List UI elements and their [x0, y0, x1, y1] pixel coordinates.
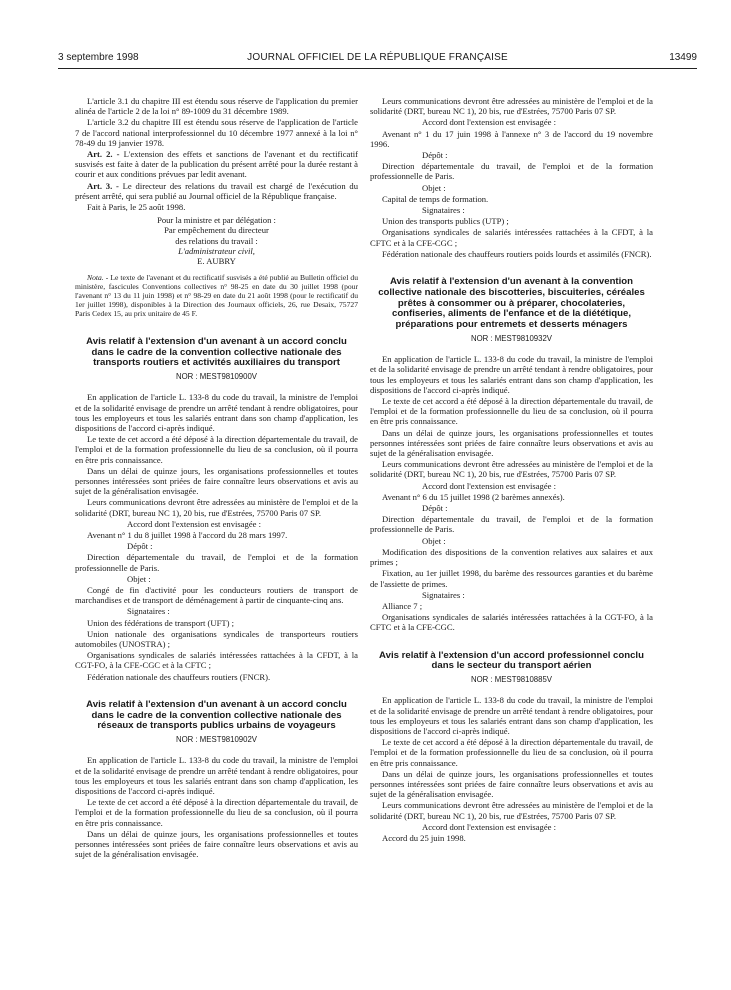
- subheading: Accord dont l'extension est envisagée :: [422, 117, 556, 128]
- signature-line: L'administrateur civil,: [178, 245, 255, 256]
- nor-reference: NOR : MESТ9810885V: [470, 675, 553, 685]
- article-2: [75, 149, 358, 180]
- signatory: Organisations syndicales de salariés intéressées rattachées à la CFDT, à la CGT-FO, à la CFE-CGC et à la CFTC ;: [75, 650, 358, 671]
- article-text: L'extension des effets et sanctions de l'avenant et du rectificatif susvisés est faite à dater de la publication du présent arrêté pour la durée restant à courir et aux conditions prévues par ledit avenant.: [75, 149, 358, 180]
- subheading: Objet :: [422, 182, 446, 193]
- paragraph: Dans un délai de quinze jours, les organisations professionnelles et toutes personnes intéressées sont priées de faire connaître leurs observations et avis au sujet de la généralisation envisagée.: [75, 465, 358, 497]
- subheading: Signataires :: [422, 589, 465, 600]
- nor-reference: NOR : MESТ9810932V: [470, 334, 553, 344]
- nota-label: Nota. -: [87, 273, 109, 283]
- paragraph: Modification des dispositions de la convention relatives aux salaires et aux primes ;: [370, 546, 653, 568]
- article-3: [75, 181, 358, 201]
- paragraph: L'article 3.1 du chapitre III est étendu sous réserve de l'application du premier alinéa de l'article 2 de la loi n° 89-1009 du 31 décembre 1989.: [75, 96, 358, 117]
- left-column: [75, 96, 358, 860]
- paragraph: L'article 3.2 du chapitre III est étendu sous réserve de l'application de l'article 7 de l'accord national interprofessionnel du 10 décembre 1977 annexé à la loi n° 78-49 du 19 janvier 1978.: [75, 117, 358, 148]
- signatory: Fédération nationale des chauffeurs routiers poids lourds et assimilés (FNCR).: [382, 248, 652, 259]
- paragraph: Avenant n° 1 du 17 juin 1998 à l'annexe n° 3 de l'accord du 19 novembre 1996.: [370, 128, 653, 149]
- signature-line: Par empêchement du directeur: [164, 225, 269, 236]
- article-label: Art. 2. -: [87, 149, 120, 160]
- header-page-number: 13499: [669, 52, 697, 63]
- subheading: Objet :: [127, 573, 151, 584]
- subheading: Dépôt :: [422, 503, 448, 514]
- signatory: Union nationale des organisations syndicales de transporteurs routiers automobiles (UNOSTRA) ;: [75, 628, 358, 650]
- paragraph: En application de l'article L. 133-8 du code du travail, la ministre de l'emploi et de la solidarité envisage de prendre un arrêté tendant à rendre obligatoires, pour tous les employeurs et tous les salariés entrant dans son champ d'application, les dispositions de l'accord ci-après indiqué.: [370, 695, 653, 736]
- subheading: Dépôt :: [422, 150, 448, 161]
- signatory: Organisations syndicales de salariés intéressées rattachées à la CGT-FO, à la CFTC et à la CFE-CGC.: [370, 612, 653, 633]
- header-journal-title: JOURNAL OFFICIEL DE LA RÉPUBLIQUE FRANÇAISE: [247, 52, 508, 63]
- notice-title: Avis relatif à l'extension d'un accord professionnel conclu dans le secteur du transport aérien: [379, 649, 644, 672]
- header-rule: [58, 68, 697, 69]
- paragraph: Direction départementale du travail, de l'emploi et de la formation professionnelle de Paris.: [370, 514, 653, 535]
- paragraph: Accord du 25 juin 1998.: [382, 832, 466, 843]
- signatory: Organisations syndicales de salariés intéressées rattachées à la CFDT, à la CFTC et à la CFE-CGC ;: [370, 227, 653, 248]
- article-text: Le directeur des relations du travail est chargé de l'exécution du présent arrêté, qui sera publié au Journal officiel de la République française.: [75, 180, 358, 201]
- paragraph: Dans un délai de quinze jours, les organisations professionnelles et toutes personnes intéressées sont priées de faire connaître leurs observations et avis au sujet de la généralisation envisagée.: [370, 427, 653, 459]
- nota-text: Le texte de l'avenant et du rectificatif susvisés a été publié au Bulletin officiel du ministère, fascicules Conventions collectives n° 98-25 en date du 30 juillet 1998 (pour l'avenant n° 13 du 11 juin 1998) et n° 98-29 en date du 21 août 1998 (pour le rectificatif du 1er juillet 1998), disponibles à la Direction des Journaux officiels, 26, rue Desaix, 75727 Paris Cedex 15, au prix unitaire de 45 F.: [75, 273, 358, 318]
- right-column: [370, 96, 653, 844]
- nota-block: [75, 274, 358, 319]
- notice-title: Avis relatif à l'extension d'un avenant à la convention collective nationale des biscotteries, biscuiteries, céréales prêtes à consommer ou à préparer, chocolateries, confiseries, aliments de l'enfance et de la diététique, préparations pour entremets et desserts ménagers: [378, 276, 645, 331]
- paragraph: Le texte de cet accord a été déposé à la direction départementale du travail, de l'emploi et de la formation professionnelle du lieu de sa conclusion, où il pourra en être pris connaissance.: [75, 797, 358, 828]
- paragraph: Fixation, au 1er juillet 1998, du barème des ressources garanties et du barème de l'assiette de primes.: [370, 568, 653, 589]
- paragraph: Leurs communications devront être adressées au ministère de l'emploi et de la solidarité (DRT, bureau NC 1), 20 bis, rue d'Estrées, 75700 Paris 07 SP.: [370, 96, 653, 117]
- fait-a-paris: Fait à Paris, le 25 août 1998.: [87, 202, 186, 213]
- paragraph: Le texte de cet accord a été déposé à la direction départementale du travail, de l'emploi et de la formation professionnelle du lieu de sa conclusion, où il pourra en être pris connaissance.: [75, 434, 358, 465]
- paragraph: Dans un délai de quinze jours, les organisations professionnelles et toutes personnes intéressées sont priées de faire connaître leurs observations et avis au sujet de la généralisation envisagée.: [370, 768, 653, 800]
- paragraph: Leurs communications devront être adressées au ministère de l'emploi et de la solidarité (DRT, bureau NC 1), 20 bis, rue d'Estrées, 75700 Paris 07 SP.: [75, 497, 358, 518]
- paragraph: Leurs communications devront être adressées au ministère de l'emploi et de la solidarité (DRT, bureau NC 1), 20 bis, rue d'Estrées, 75700 Paris 07 SP.: [370, 459, 653, 480]
- paragraph: En application de l'article L. 133-8 du code du travail, la ministre de l'emploi et de la solidarité envisage de prendre un arrêté tendant à rendre obligatoires, pour tous les employeurs et tous les salariés entrant dans son champ d'application, les dispositions de l'accord ci-après indiqué.: [75, 392, 358, 433]
- nor-reference: NOR : MESТ9810902V: [175, 735, 258, 745]
- signature-line: Pour la ministre et par délégation :: [157, 215, 276, 226]
- paragraph: En application de l'article L. 133-8 du code du travail, la ministre de l'emploi et de la solidarité envisage de prendre un arrêté tendant à rendre obligatoires, pour tous les employeurs et tous les salariés entrant dans son champ d'application, les dispositions de l'accord ci-après indiqué.: [370, 354, 653, 395]
- paragraph: Avenant n° 1 du 8 juillet 1998 à l'accord du 28 mars 1997.: [87, 530, 288, 541]
- signatory-name: E. AUBRY: [197, 256, 236, 267]
- page-header: [58, 52, 697, 66]
- signatory: Union des transports publics (UTP) ;: [382, 216, 509, 227]
- notice-title: Avis relatif à l'extension d'un avenant à un accord conclu dans le cadre de la convention collective nationale des réseaux de transports publics urbains de voyageurs: [86, 698, 347, 732]
- signature-block: [75, 215, 358, 266]
- signatory: Fédération nationale des chauffeurs routiers (FNCR).: [87, 671, 271, 682]
- signatory: Alliance 7 ;: [382, 600, 423, 611]
- paragraph: Avenant n° 6 du 15 juillet 1998 (2 barèmes annexés).: [382, 491, 565, 502]
- paragraph: Congé de fin d'activité pour les conducteurs routiers de transport de marchandises et de transport de déménagement à partir de cinquante-cinq ans.: [75, 585, 358, 606]
- nor-reference: NOR : MESТ9810900V: [175, 372, 258, 382]
- paragraph: Capital de temps de formation.: [382, 193, 489, 204]
- subheading: Objet :: [422, 535, 446, 546]
- paragraph: Le texte de cet accord a été déposé à la direction départementale du travail, de l'emploi et de la formation professionnelle du lieu de sa conclusion, où il pourra en être pris connaissance.: [370, 396, 653, 427]
- subheading: Signataires :: [127, 606, 170, 617]
- signatory: Union des fédérations de transport (UFT) ;: [87, 617, 235, 628]
- paragraph: Direction départementale du travail, de l'emploi et de la formation professionnelle de Paris.: [75, 552, 358, 573]
- subheading: Accord dont l'extension est envisagée :: [422, 480, 556, 491]
- subheading: Dépôt :: [127, 541, 153, 552]
- subheading: Accord dont l'extension est envisagée :: [127, 518, 261, 529]
- subheading: Signataires :: [422, 205, 465, 216]
- subheading: Accord dont l'extension est envisagée :: [422, 821, 556, 832]
- signature-line: des relations du travail :: [175, 235, 258, 246]
- paragraph: En application de l'article L. 133-8 du code du travail, la ministre de l'emploi et de la solidarité envisage de prendre un arrêté tendant à rendre obligatoires, pour tous les employeurs et tous les salariés entrant dans son champ d'application, les dispositions de l'accord ci-après indiqué.: [75, 755, 358, 797]
- paragraph: Dans un délai de quinze jours, les organisations professionnelles et toutes personnes intéressées sont priées de faire connaître leurs observations et avis au sujet de la généralisation envisagée.: [75, 828, 358, 860]
- notice-title: Avis relatif à l'extension d'un avenant à un accord conclu dans le cadre de la convention collective nationale des transports routiers et activités auxiliaires du transport: [86, 335, 347, 369]
- paragraph: Leurs communications devront être adressées au ministère de l'emploi et de la solidarité (DRT, bureau NC 1), 20 bis, rue d'Estrées, 75700 Paris 07 SP.: [370, 800, 653, 821]
- header-date: 3 septembre 1998: [58, 52, 139, 63]
- article-label: Art. 3. -: [87, 180, 119, 191]
- paragraph: Direction départementale du travail, de l'emploi et de la formation professionnelle de Paris.: [370, 161, 653, 182]
- paragraph: Le texte de cet accord a été déposé à la direction départementale du travail, de l'emploi et de la formation professionnelle du lieu de sa conclusion, où il pourra en être pris connaissance.: [370, 737, 653, 768]
